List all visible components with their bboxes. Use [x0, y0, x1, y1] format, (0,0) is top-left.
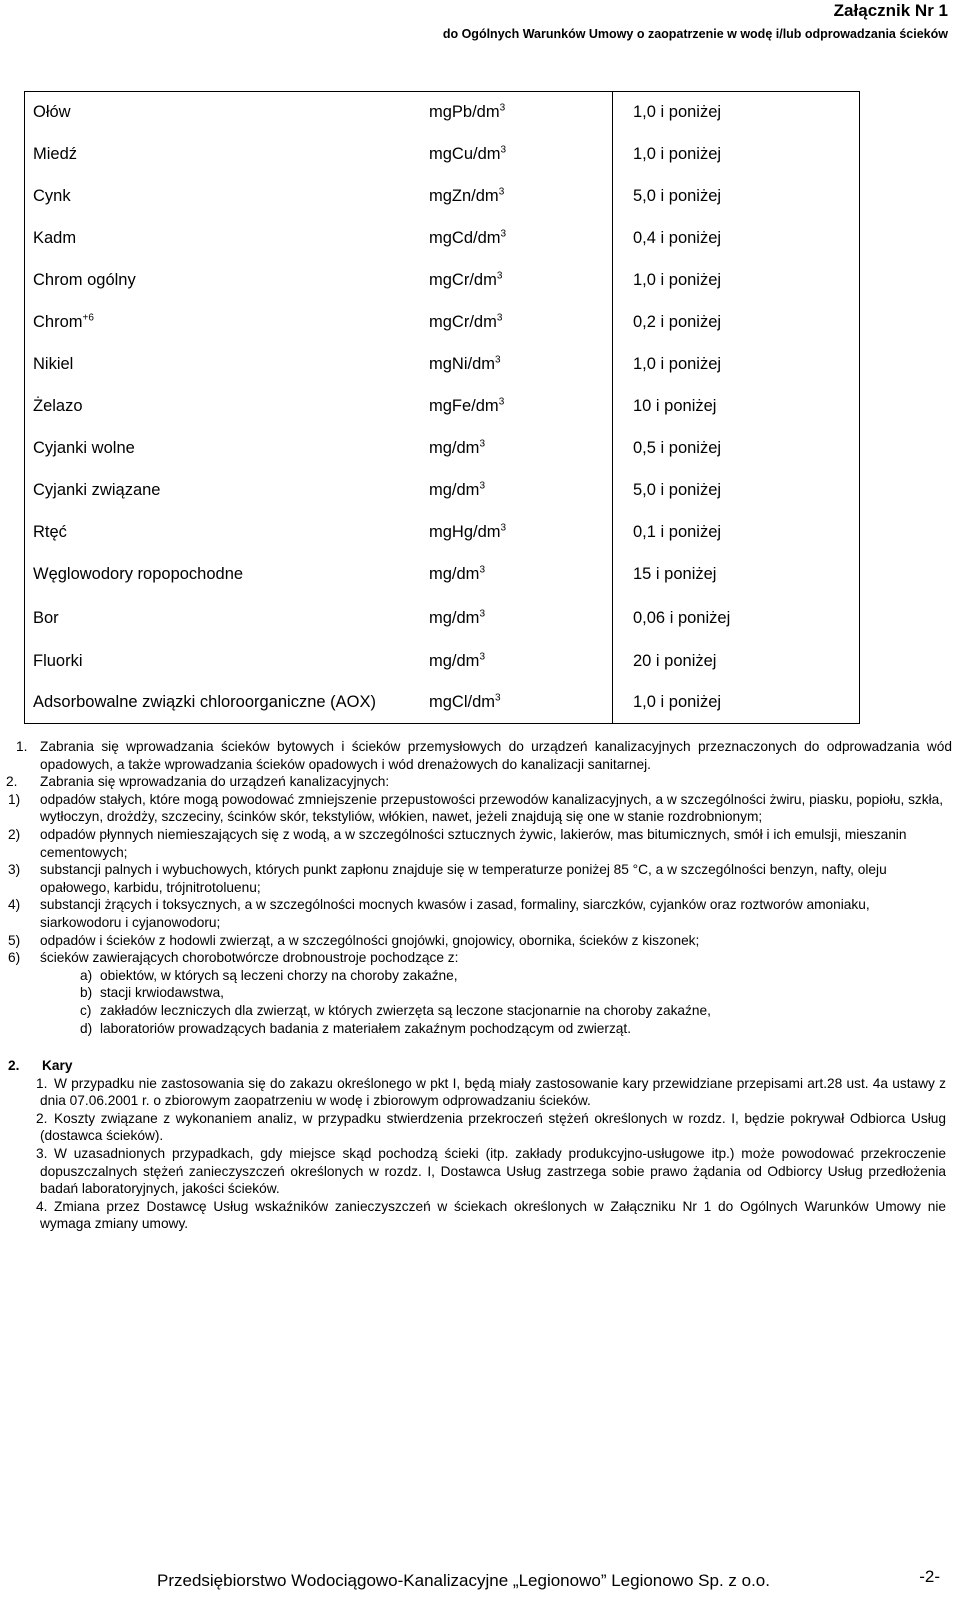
pollutant-name-text: Cynk — [33, 187, 71, 205]
limits-row — [25, 470, 860, 512]
unit-exponent: 3 — [499, 102, 506, 114]
pollutant-name-text: Nikiel — [33, 355, 74, 373]
prohibition-point-text: odpadów stałych, które mogą powodować zmniejszenie przepustowości przewodów kanalizacyjnych, a w szczególności żwiru, piasku, popiołu, szkła, wytłoczyn, drożdży, szczeciny, ścinków skór, tekstyliów, włókien, nawet, jeżeli znajdują się one w stanie rozdrobnionym; — [40, 791, 944, 825]
pollutant-unit — [421, 92, 613, 134]
attachment-subtitle: do Ogólnych Warunków Umowy o zaopatrzenie w wodę i/lub odprowadzania ścieków — [442, 27, 948, 41]
pollutant-name — [25, 386, 422, 428]
pollutant-unit — [421, 642, 613, 682]
prohibition-point-text: odpadów i ścieków z hodowli zwierząt, a w szczególności gnojówki, gnojowicy, obornika, ścieków z kiszonek; — [40, 932, 700, 948]
unit-exponent: 3 — [479, 564, 485, 576]
pollutant-name-text: Bor — [33, 609, 59, 627]
pollutant-unit-text: mg/dm — [429, 439, 480, 457]
prohibition-1-text: Zabrania się wprowadzania ścieków bytowych i ścieków przemysłowych do urządzeń kanalizacyjnych przeznaczonych do odprowadzania wód opadowych, a także wprowadzania ścieków opadowych i wód drenażowych do kanalizacji sanitarnej. — [40, 739, 952, 772]
pollutant-name-text: Ołów — [33, 103, 71, 122]
pathogen-source-item-number: c) — [80, 1002, 92, 1018]
pollutant-limit: 1,0 i poniżej — [633, 145, 722, 163]
document-body — [0, 738, 960, 1233]
pollutant-name-text: Kadm — [33, 229, 77, 247]
pollutant-unit-text: mgCd/dm — [429, 229, 501, 247]
pollutant-name-text: Cyjanki wolne — [33, 439, 135, 457]
pollutant-limit: 0,1 i poniżej — [633, 523, 722, 541]
pollutant-limit: 0,06 i poniżej — [633, 609, 731, 627]
prohibition-point — [0, 826, 960, 861]
limits-row — [25, 386, 860, 428]
footer-company: Przedsiębiorstwo Wodociągowo-Kanalizacyjne „Legionowo” Legionowo Sp. z o.o. — [157, 1571, 770, 1590]
limits-row — [25, 302, 860, 344]
pollutant-name — [25, 92, 422, 134]
limits-row — [25, 642, 860, 682]
unit-exponent: 3 — [495, 354, 501, 366]
prohibition-point-text: substancji żrących i toksycznych, a w szczególności mocnych kwasów i zasad, formaliny, siarczków, cyjanków oraz roztworów amoniaku, siarkowodoru i cyjanowodoru; — [40, 897, 870, 930]
page-number: -2- — [919, 1567, 940, 1586]
pathogen-source-item-text: obiektów, w których są leczeni chorzy na choroby zakaźne, — [100, 967, 458, 983]
unit-exponent: 3 — [479, 651, 485, 663]
unit-exponent: 3 — [500, 144, 507, 156]
pollutant-name — [25, 682, 422, 724]
pollutant-limit: 1,0 i poniżej — [633, 271, 722, 289]
unit-exponent: 3 — [495, 692, 501, 704]
pollutant-name — [25, 260, 422, 302]
pollutant-unit — [421, 682, 613, 724]
pathogen-source-item-number: a) — [80, 967, 93, 983]
limits-row — [25, 554, 860, 596]
prohibition-point — [0, 949, 960, 967]
section-kary-title: Kary — [42, 1058, 73, 1074]
limits-row — [25, 428, 860, 470]
limits-row — [25, 218, 860, 260]
pathogen-source-item — [0, 967, 960, 985]
pollutant-unit — [421, 512, 613, 554]
pollutant-name — [25, 428, 422, 470]
prohibition-list — [0, 791, 960, 967]
prohibition-2 — [0, 773, 960, 791]
unit-exponent: 3 — [500, 228, 507, 240]
pollutant-unit-text: mgNi/dm — [429, 355, 496, 373]
pollutant-name-text: Żelazo — [33, 397, 83, 415]
unit-exponent: 3 — [479, 608, 485, 620]
pollutant-unit — [421, 302, 613, 344]
penalty-item-number: 3. — [36, 1146, 48, 1162]
pathogen-source-item — [0, 1020, 960, 1038]
unit-exponent: 3 — [496, 270, 503, 282]
penalty-item-number: 2. — [36, 1110, 48, 1126]
prohibition-1 — [0, 738, 960, 773]
pollutant-name — [25, 642, 422, 682]
penalty-item-text: W uzasadnionych przypadkach, gdy miejsce skąd pochodzą ścieki (itp. zakłady produkcyjno-usługowe itp.) może powodować przekroczenie dopuszczalnych stężeń zanieczyszczeń określonych w rozdz. I, Dostawca Usług zastrzega sobie prawo żądania od Odbiorcy Usług przedłożenia badań laboratoryjnych, jakości ścieków. — [40, 1146, 946, 1197]
penalty-item — [0, 1075, 960, 1110]
penalty-item — [0, 1145, 960, 1198]
pollutant-unit — [421, 470, 613, 512]
pollutant-unit-text: mg/dm — [429, 652, 480, 670]
pollutant-name — [25, 470, 422, 512]
pollutant-name-text: Węglowodory ropopochodne — [33, 565, 244, 583]
prohibition-point-number: 2) — [8, 826, 21, 842]
limits-row — [25, 344, 860, 386]
pathogen-source-item — [0, 1002, 960, 1020]
section-kary-heading — [0, 1057, 960, 1075]
pollutant-unit-text: mgPb/dm — [429, 103, 500, 122]
pollutant-limit: 10 i poniżej — [633, 397, 717, 415]
pollutant-name — [25, 344, 422, 386]
penalty-item — [0, 1198, 960, 1233]
pollutant-name — [25, 134, 422, 176]
prohibition-point-number: 4) — [8, 897, 21, 913]
pollutant-unit — [421, 386, 613, 428]
penalty-item-text: W przypadku nie zastosowania się do zakazu określonego w pkt I, będą miały zastosowanie kary przewidziane przepisami art.28 ust. 4a ustawy z dnia 07.06.2001 r. o zbiorowym zaopatrzeniu w wodę i zbiorowym odprowadzaniu ścieków. — [40, 1075, 946, 1109]
pollutant-unit-text: mgCr/dm — [429, 271, 497, 289]
penalty-item-text: Zmiana przez Dostawcę Usług wskaźników zanieczyszczeń w ściekach określonych w Załączniku Nr 1 do Ogólnych Warunków Umowy nie wymaga zmiany umowy. — [40, 1198, 946, 1232]
pollutant-name-text: Cyjanki związane — [33, 481, 161, 499]
penalty-item — [0, 1110, 960, 1145]
pollutant-limit: 0,2 i poniżej — [633, 313, 722, 331]
pollutant-unit-text: mg/dm — [429, 481, 480, 499]
pollutant-name-text: Chrom ogólny — [33, 271, 136, 289]
prohibition-point-number: 3) — [8, 862, 21, 878]
prohibition-point-number: 5) — [8, 932, 21, 948]
pollutant-unit-text: mgZn/dm — [429, 187, 499, 205]
limits-table — [24, 91, 860, 724]
prohibition-point-text: substancji palnych i wybuchowych, których punkt zapłonu znajduje się w temperaturze poniżej 85 °C, a w szczególności benzyn, nafty, oleju opałowego, karbidu, trójnitrotoluenu; — [40, 862, 887, 895]
pollutant-unit — [421, 344, 613, 386]
pollutant-limit: 15 i poniżej — [633, 565, 717, 583]
pollutant-limit: 5,0 i poniżej — [633, 481, 722, 499]
pollutant-name — [25, 176, 422, 218]
pollutant-name — [25, 512, 422, 554]
pollutant-name-text: Miedź — [33, 145, 78, 163]
pollutant-name-text: Adsorbowalne związki chloroorganiczne (AOX) — [33, 692, 376, 711]
pollutant-unit-text: mgHg/dm — [429, 523, 501, 541]
page-header — [443, 0, 948, 44]
prohibition-point-text: ścieków zawierających chorobotwórcze drobnoustroje pochodzące z: — [40, 950, 459, 966]
prohibition-point-number: 6) — [8, 950, 21, 966]
pollutant-name — [25, 302, 422, 344]
prohibition-point-number: 1) — [8, 791, 21, 807]
penalty-item-number: 1. — [36, 1075, 48, 1091]
prohibition-2-number: 2. — [6, 774, 18, 790]
attachment-title: Załącznik Nr 1 — [833, 1, 948, 20]
unit-exponent: 3 — [479, 438, 485, 450]
prohibition-point-text: odpadów płynnych niemieszających się z wodą, a w szczególności sztucznych żywic, lakierów, mas bitumicznych, smół i ich emulsji, mieszanin cementowych; — [40, 826, 907, 860]
limits-row — [25, 176, 860, 218]
pollutant-name-text: Rtęć — [33, 523, 67, 541]
limits-row — [25, 92, 860, 134]
pathogen-source-item — [0, 984, 960, 1002]
pollutant-unit — [421, 176, 613, 218]
pollutant-limit: 1,0 i poniżej — [633, 103, 722, 122]
penalty-item-text: Koszty związane z wykonaniem analiz, w przypadku stwierdzenia przekroczeń stężeń określonych w rozdz. I, będzie pokrywał Odbiorca Usług (dostawca ścieków). — [40, 1110, 946, 1144]
pollutant-name — [25, 218, 422, 260]
page-footer — [0, 1567, 960, 1594]
pollutant-limit: 0,5 i poniżej — [633, 439, 722, 457]
pollutant-limit: 20 i poniżej — [633, 652, 717, 670]
pollutant-name — [25, 596, 422, 642]
pollutant-unit-text: mg/dm — [429, 609, 480, 627]
pollutant-limit: 1,0 i poniżej — [633, 692, 722, 711]
unit-exponent: 3 — [500, 522, 507, 534]
penalties-list — [0, 1075, 960, 1233]
pathogen-source-item-number: b) — [80, 985, 93, 1001]
pollutant-unit — [421, 134, 613, 176]
limits-row — [25, 682, 860, 724]
pollutant-name-superscript: +6 — [82, 312, 94, 324]
pathogen-source-item-text: zakładów leczniczych dla zwierząt, w których zwierzęta są leczone stacjonarnie na choroby zakaźne, — [100, 1002, 711, 1018]
pollutant-limit: 1,0 i poniżej — [633, 355, 722, 373]
section-kary-number: 2. — [8, 1058, 20, 1074]
pathogen-source-item-text: laboratoriów prowadzących badania z materiałem zakaźnym pochodzącym od zwierząt. — [100, 1020, 632, 1036]
pollutant-unit-text: mgCl/dm — [429, 692, 496, 711]
prohibition-2-text: Zabrania się wprowadzania do urządzeń kanalizacyjnych: — [40, 774, 390, 790]
pathogen-source-item-number: d) — [80, 1020, 93, 1036]
prohibition-point — [0, 896, 960, 931]
pollutant-unit-text: mg/dm — [429, 565, 480, 583]
unit-exponent: 3 — [498, 186, 505, 198]
unit-exponent: 3 — [479, 480, 485, 492]
limits-row — [25, 596, 860, 642]
limits-row — [25, 260, 860, 302]
pollutant-name-text: Fluorki — [33, 652, 83, 670]
pollutant-unit-text: mgCr/dm — [429, 313, 497, 331]
unit-exponent: 3 — [498, 396, 505, 408]
pollutant-unit — [421, 218, 613, 260]
prohibition-point — [0, 791, 960, 826]
pathogen-source-item-text: stacji krwiodawstwa, — [100, 985, 224, 1001]
pathogen-source-list — [0, 967, 960, 1037]
prohibition-point — [0, 932, 960, 950]
pollutant-limit: 0,4 i poniżej — [633, 229, 722, 247]
prohibition-point — [0, 861, 960, 896]
unit-exponent: 3 — [496, 312, 503, 324]
pollutant-unit-text: mgCu/dm — [429, 145, 501, 163]
pollutant-unit — [421, 260, 613, 302]
pollutant-unit — [421, 554, 613, 596]
pollutant-limit: 5,0 i poniżej — [633, 187, 722, 205]
pollutant-name — [25, 554, 422, 596]
penalty-item-number: 4. — [36, 1198, 48, 1214]
limits-row — [25, 134, 860, 176]
pollutant-unit — [421, 428, 613, 470]
limits-row — [25, 512, 860, 554]
pollutant-unit-text: mgFe/dm — [429, 397, 499, 415]
pollutant-name-text: Chrom — [33, 313, 83, 331]
prohibition-1-number: 1. — [16, 739, 28, 754]
pollutant-unit — [421, 596, 613, 642]
